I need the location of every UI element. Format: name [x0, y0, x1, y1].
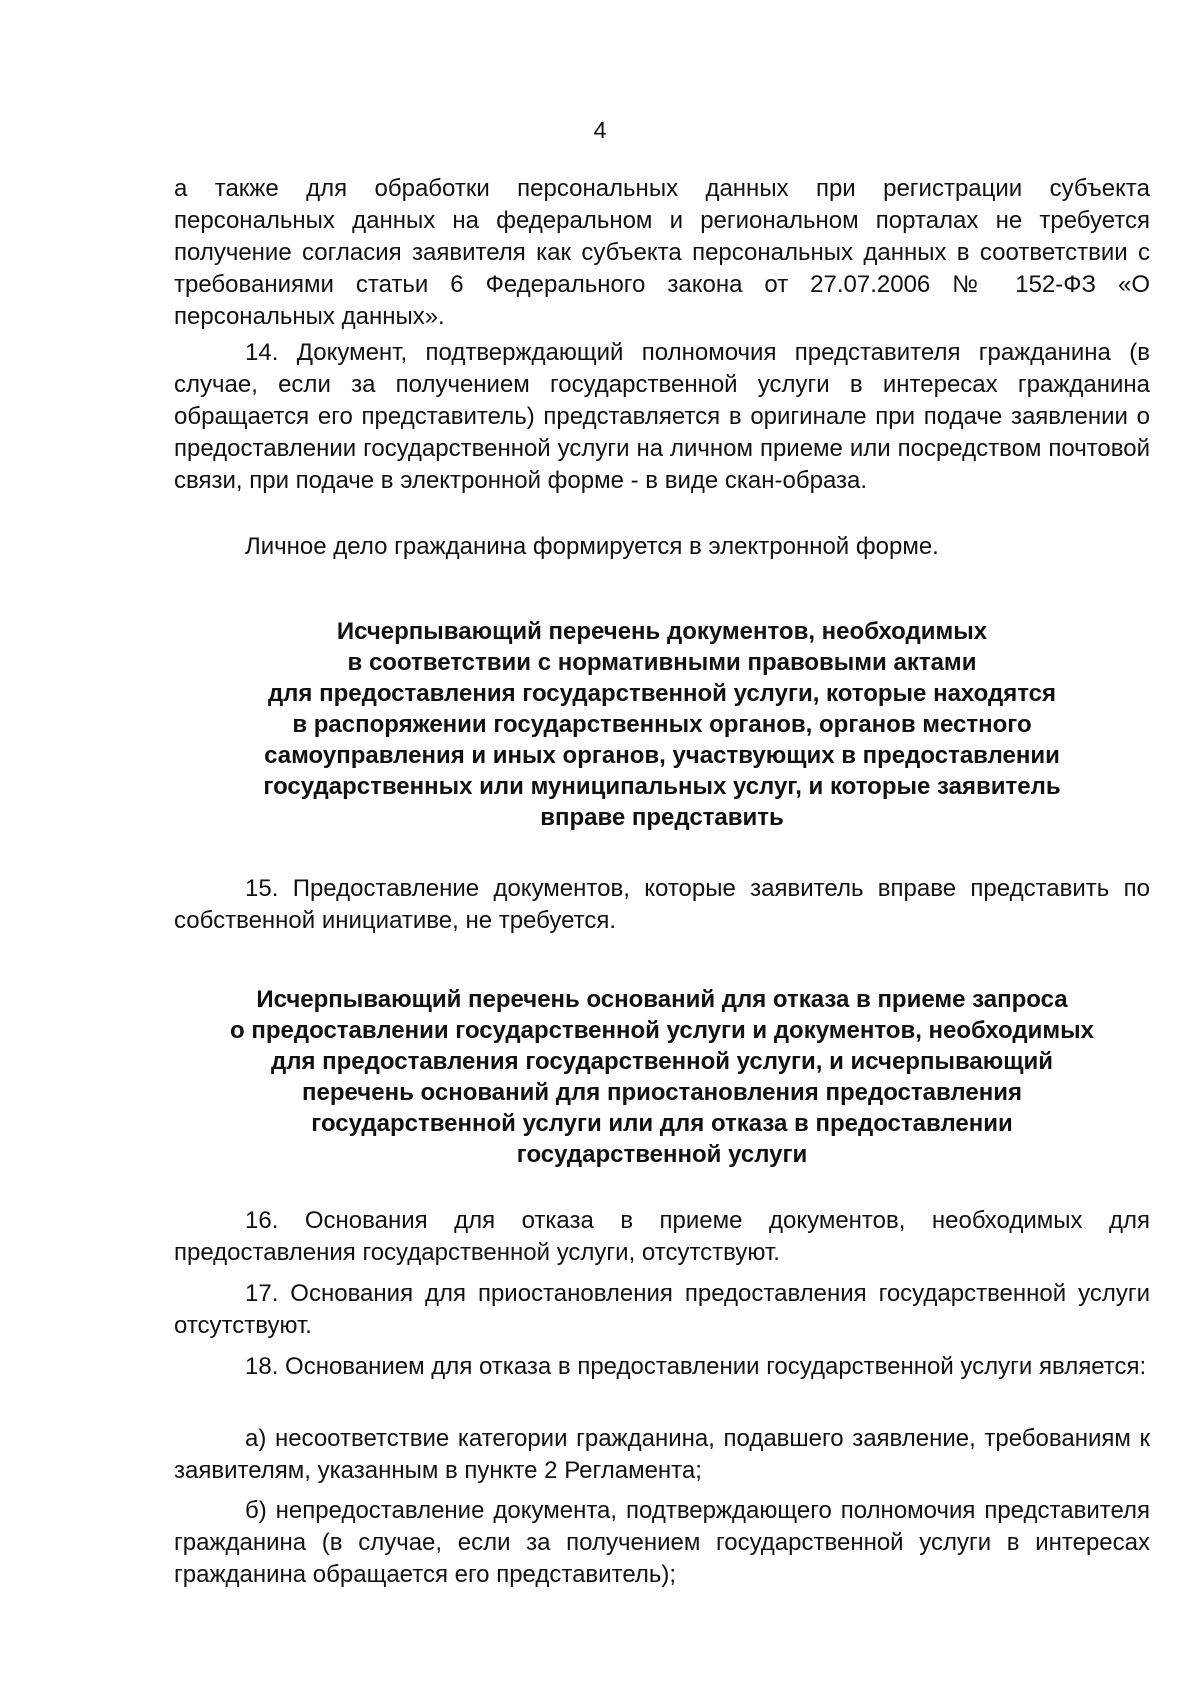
- heading-line: государственных или муниципальных услуг, и которые заявитель: [263, 773, 1061, 800]
- heading-line: в соответствии с нормативными правовыми актами: [347, 649, 977, 676]
- heading-line: для предоставления государственной услуги, и исчерпывающий: [271, 1048, 1053, 1075]
- heading-line: Исчерпывающий перечень оснований для отказа в приеме запроса: [256, 986, 1068, 1013]
- heading-line: Исчерпывающий перечень документов, необходимых: [336, 618, 988, 645]
- paragraph-personal-file-block: [174, 531, 1150, 563]
- heading-line: вправе представить: [540, 804, 784, 831]
- intro-paragraph: а также для обработки персональных данных при регистрации субъекта персональных данных на федеральном и региональном порталах не требуется получение согласия заявителя как субъекта персональных данных в соответствии с требованиями статьи 6 Федерального закона от 27.07.2006 № 152-ФЗ «О персональных данных».: [174, 175, 1150, 330]
- paragraph-18b: б) непредоставление документа, подтверждающего полномочия представителя гражданина (в случае, если за получением государственной услуги в интересах гражданина обращается его представитель);: [174, 1497, 1150, 1588]
- heading-line: о предоставлении государственной услуги и документов, необходимых: [230, 1017, 1094, 1044]
- section-heading-refusal-grounds: [174, 984, 1150, 1170]
- heading-line: в распоряжении государственных органов, органов местного: [292, 711, 1032, 738]
- heading-line: самоуправления и иных органов, участвующих в предоставлении: [264, 742, 1060, 769]
- paragraph-17-block: [174, 1278, 1150, 1342]
- paragraph-14: 14. Документ, подтверждающий полномочия представителя гражданина (в случае, если за получением государственной услуги в интересах гражданина обращается его представитель) представляется в оригинале при подаче заявлении о предоставлении государственной услуги на личном приеме или посредством почтовой связи, при подаче в электронной форме - в виде скан-образа.: [174, 339, 1150, 494]
- paragraph-18a-block: [174, 1423, 1150, 1487]
- paragraph-personal-file: Личное дело гражданина формируется в электронной форме.: [245, 533, 939, 560]
- paragraph-18: 18. Основанием для отказа в предоставлении государственной услуги является:: [245, 1353, 1147, 1380]
- paragraph-14-block: [174, 337, 1150, 497]
- heading-line: государственной услуги: [516, 1141, 808, 1168]
- heading-line: для предоставления государственной услуги, которые находятся: [267, 680, 1057, 707]
- paragraph-16: 16. Основания для отказа в приеме документов, необходимых для предоставления государственной услуги, отсутствуют.: [174, 1207, 1150, 1266]
- paragraph-18-block: [174, 1351, 1150, 1383]
- page-number: 4: [593, 117, 607, 143]
- paragraph-16-block: [174, 1205, 1150, 1269]
- paragraph-15: 15. Предоставление документов, которые заявитель вправе представить по собственной инициативе, не требуется.: [174, 875, 1150, 934]
- paragraph-17: 17. Основания для приостановления предоставления государственной услуги отсутствуют.: [174, 1280, 1150, 1339]
- paragraph-18b-block: [174, 1495, 1150, 1591]
- intro-paragraph-block: [174, 173, 1150, 333]
- paragraph-18a: а) несоответствие категории гражданина, подавшего заявление, требованиям к заявителям, указанным в пункте 2 Регламента;: [174, 1425, 1150, 1484]
- heading-line: перечень оснований для приостановления предоставления: [302, 1079, 1022, 1106]
- section-heading-documents: [174, 616, 1150, 833]
- paragraph-15-block: [174, 873, 1150, 937]
- heading-line: государственной услуги или для отказа в предоставлении: [311, 1110, 1013, 1137]
